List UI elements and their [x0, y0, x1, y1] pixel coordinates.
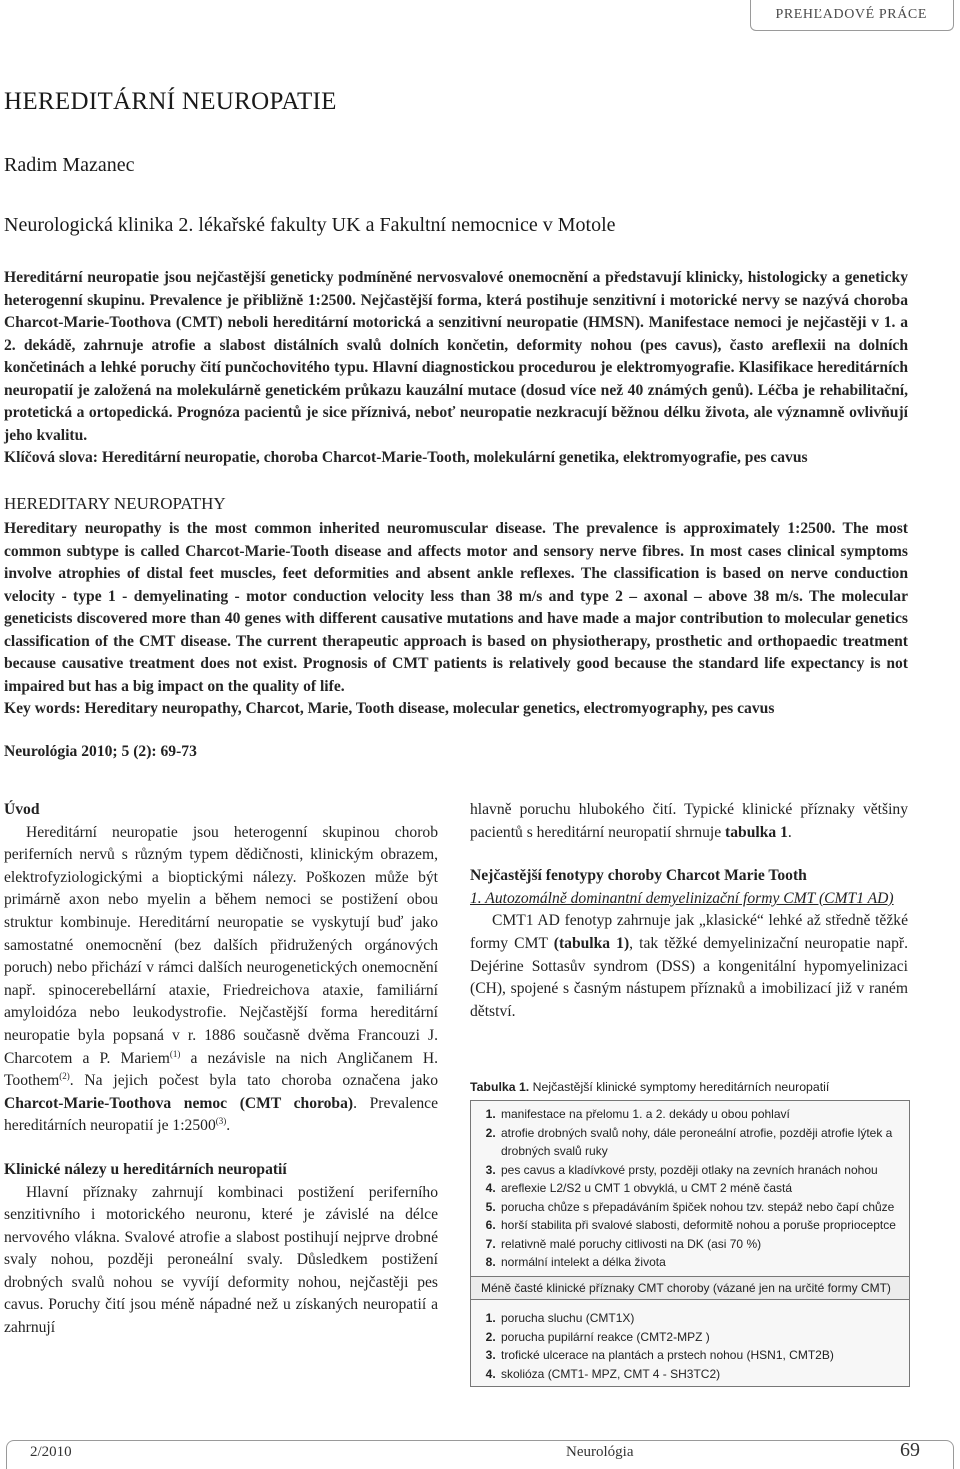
heading-findings: Klinické nálezy u hereditárních neuropatií — [4, 1160, 287, 1178]
findings-paragraph: Hlavní příznaky zahrnují kombinaci postižení periferního senzitivního i motorického neuronu, které je závislé na délce nervového vlákna. Svalové atrofie a slabost postihují nejprve drobné svaly nohou, později peroneální svaly. Důsledkem postižení drobných svalů nohou se vyvíjí deformity nohou, nejčastěji pes cavus. Poruchy čití jsou méně nápadné než u získaných neuropatií a zahrnují — [4, 1183, 438, 1337]
symptom-item: 5. porucha chůze s přepadáváním špiček nohou tzv. stepáž nebo čapí chůze — [499, 1198, 903, 1217]
subheading-cmt1: 1. Autozomálně dominantní demyelinizační formy CMT (CMT1 AD) — [470, 889, 894, 907]
cont-text-a: hlavně poruchu hlubokého čití. Typické klinické příznaky většiny pacientů s hereditární neuropatií shrnuje — [470, 801, 908, 841]
heading-phenotypes: Nejčastější fenotypy choroby Charcot Marie Tooth — [470, 867, 807, 885]
citation: Neurológia 2010; 5 (2): 69-73 — [4, 743, 197, 760]
section-tab — [750, 0, 954, 31]
symptom-item: 8. normální intelekt a délka života — [499, 1253, 903, 1272]
intro-text-c: . Na jejich počest byla tato choroba označena jako — [69, 1072, 438, 1090]
article-title: HEREDITÁRNÍ NEUROPATIE — [4, 88, 337, 115]
right-column — [470, 799, 908, 1023]
left-column — [4, 799, 438, 1340]
rare-symptom-item: 2. porucha pupilární reakce (CMT2-MPZ ) — [499, 1328, 903, 1347]
continued-paragraph — [470, 799, 908, 844]
abstract-cz — [4, 267, 908, 470]
cmt1-text-b: , tak těžké demyelinizační neuropatie např. Dejérine Sottasův syndrom (DSS) a kongenitální hypomyelinizaci (CH), spojené s časným nástupem příznaků a imobilizací již v raném dětství. — [470, 934, 908, 1020]
rare-symptom-item: 1. porucha sluchu (CMT1X) — [499, 1309, 903, 1328]
rare-symptom-item: 3. trofické ulcerace na plantách a prstech nohou (HSN1, CMT2B) — [499, 1346, 903, 1365]
symptom-item: 1. manifestace na přelomu 1. a 2. dekády u obou pohlaví — [499, 1105, 903, 1124]
table-caption-label: Tabulka 1. — [470, 1080, 530, 1094]
table-caption-text: Nejčastější klinické symptomy hereditárních neuropatií — [529, 1080, 830, 1094]
section-label: PREHĽADOVÉ PRÁCE — [775, 7, 927, 22]
footer — [6, 1440, 954, 1469]
rare-symptom-item: 4. skolióza (CMT1- MPZ, CMT 4 - SH3TC2) — [499, 1365, 903, 1384]
cont-bold: tabulka 1 — [725, 823, 788, 841]
intro-bold: Charcot-Marie-Toothova nemoc (CMT choroba) — [4, 1094, 354, 1112]
symptom-item: 3. pes cavus a kladívkové prsty, později otlaky na zevních hranách nohou — [499, 1161, 903, 1180]
keywords-cz: Klíčová slova: Hereditární neuropatie, choroba Charcot-Marie-Tooth, molekulární genetika, elektromyografie, pes cavus — [4, 449, 808, 466]
ref-1: (1) — [169, 1048, 181, 1059]
footer-journal: Neurológia — [566, 1444, 634, 1460]
symptom-item: 2. atrofie drobných svalů nohy, dále peroneální atrofie, později atrofie lýtek a drobných svalů ruky — [499, 1124, 903, 1161]
abstract-cz-text: Hereditární neuropatie jsou nejčastější geneticky podmíněné nervosvalové onemocnění a představují klinicky, histologicky a geneticky heterogenní skupinu. Prevalence je přibližně 1:2500. Nejčastější forma, která postihuje senzitivní i motorické nervy se nazývá choroba Charcot-Marie-Toothova (CMT) neboli hereditární motorická a senzitivní neuropatie (HMSN). Manifestace nemoci je nejčastěji v 1. a 2. dekádě, zahrnuje atrofie a slabost distálních svalů dolních končetin, deformity nohou (pes cavus), často areflexii na dolních končetinách a lehké poruchy čití punčochovitého typu. Hlavní diagnostickou procedurou je elektromyografie. Klasifikace hereditárních neuropatií je založená na molekulárně genetickém průkazu kauzální mutace (dosud více než 40 známých genů). Léčba je rehabilitační, protetická a ortopedická. Prognóza pacientů je sice příznivá, neboť neuropatie nezkracují běžnou délku života, ale významně ovlivňují jeho kvalitu. — [4, 269, 908, 444]
footer-issue: 2/2010 — [30, 1444, 72, 1460]
intro-text-a: Hereditární neuropatie jsou heterogenní skupinou chorob periferních nervů s různým typem dědičnosti, klinickým obrazem, elektrofyziologickými a bioptickými nálezy. Poškozen může být primárně axon nebo myelin a během nemoci se postižení obou struktur kombinuje. Hereditární neuropatie se vyskytují buď jako samostatné onemocnění (bez dalších přidružených orgánových poruch) nebo přichází v rámci dalších neurogenetických onemocnění např. spinocerebellární ataxie, Friedreichova ataxie, familiární amyloidóza nebo leukodystrofie. Nejčastější forma hereditární neuropatie byla popsaná v r. 1886 současně dvěma Francouzi J. Charcotem a P. Mariem — [4, 823, 438, 1067]
symptom-list — [471, 1101, 909, 1272]
article-affiliation: Neurologická klinika 2. lékařské fakulty UK a Fakultní nemocnice v Motole — [4, 214, 616, 236]
cmt1-paragraph — [470, 910, 908, 1023]
abstract-en-title: HEREDITARY NEUROPATHY — [4, 494, 226, 513]
symptom-item: 4. areflexie L2/S2 u CMT 1 obvyklá, u CMT 2 méně častá — [499, 1179, 903, 1198]
intro-text-e: . — [226, 1117, 231, 1135]
intro-text-b: a nezávisle na nich Angličanem H. Toothem — [4, 1049, 438, 1090]
keywords-en: Key words: Hereditary neuropathy, Charcot, Marie, Tooth disease, molecular genetics, electromyography, pes cavus — [4, 700, 775, 717]
ref-3: (3) — [215, 1116, 227, 1127]
intro-paragraph — [4, 822, 438, 1138]
table-caption — [470, 1080, 829, 1094]
article-author: Radim Mazanec — [4, 154, 135, 176]
abstract-en — [4, 518, 908, 721]
page-number: 69 — [900, 1439, 920, 1461]
symptom-item: 6. horší stabilita při svalové slabosti, deformitě nohou a poruše proprioceptce — [499, 1216, 903, 1235]
intro-text-d: . Prevalence hereditárních neuropatií je 1:2500 — [4, 1094, 438, 1135]
heading-intro: Úvod — [4, 801, 40, 818]
cmt1-bold: (tabulka 1) — [553, 934, 630, 952]
cont-text-b: . — [787, 823, 792, 841]
ref-2: (2) — [59, 1070, 70, 1081]
table-1 — [470, 1100, 910, 1387]
symptom-item: 7. relativně malé poruchy citlivosti na DK (asi 70 %) — [499, 1235, 903, 1254]
table-subheader: Méně časté klinické příznaky CMT choroby (vázané jen na určité formy CMT) — [471, 1276, 909, 1300]
cmt1-text-a: CMT1 AD fenotyp zahrnuje jak „klasické“ lehké až středně těžké formy CMT — [470, 912, 908, 952]
rare-symptom-list — [471, 1305, 909, 1383]
abstract-en-text: Hereditary neuropathy is the most common inherited neuromuscular disease. The prevalence is approximately 1:2500. The most common subtype is called Charcot-Marie-Tooth disease and affects motor and sensory nerve fibres. In most cases clinical symptoms involve atrophies of distal feet muscles, feet deformities and absent ankle reflexes. The classification is based on nerve conduction velocity - type 1 - demyelinating - motor conduction velocity less than 38 m/s and type 2 – axonal – above 38 m/s. The molecular geneticists discovered more than 40 genes with different causative mutations and have made a major contribution to molecular genetics classification of the CMT disease. The current therapeutic approach is based on physiotherapy, prosthetic and orthopaedic treatment because causative treatment does not exist. Prognosis of CMT patients is relatively good because the standard life expectancy is not impaired but has a big impact on the quality of life. — [4, 520, 908, 695]
